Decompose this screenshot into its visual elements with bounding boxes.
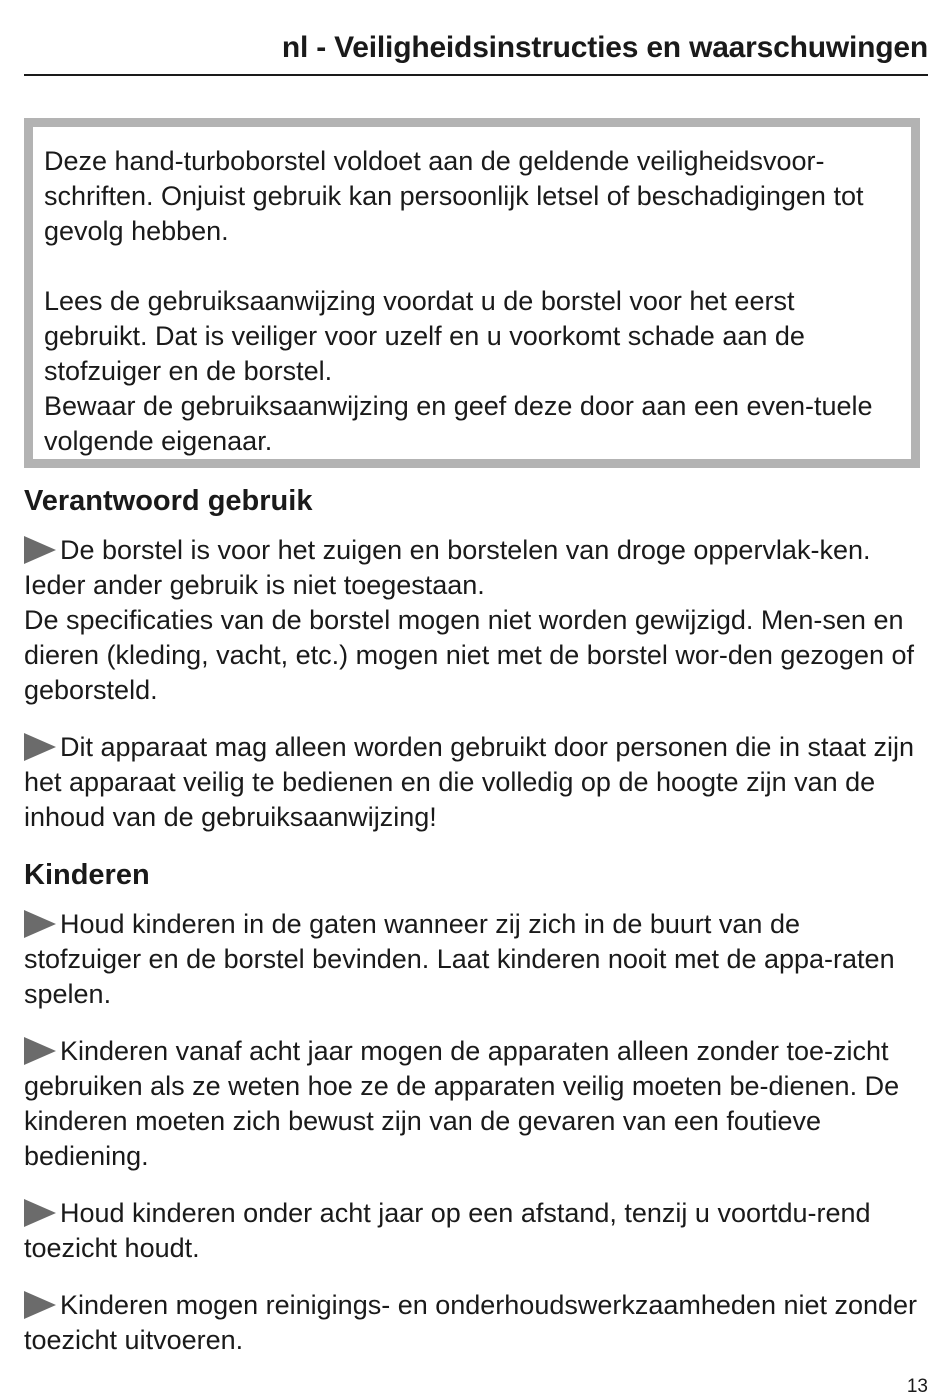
instruction-item: [24, 907, 924, 1012]
main-content: [24, 483, 924, 1380]
page-number: 13: [906, 1376, 928, 1397]
section-children: [24, 857, 924, 1358]
instruction-text-block: [24, 730, 924, 835]
section-title: Verantwoord gebruik: [24, 485, 313, 517]
arrow-right-icon: [24, 733, 56, 761]
instruction-text-block: [24, 907, 924, 1012]
arrow-right-icon: [24, 1037, 56, 1065]
instruction-text-block: [24, 1034, 924, 1174]
instruction-text: Houd kinderen in de gaten wanneer zij zich in de buurt van de stofzuiger en de borstel bevinden. Laat kinderen nooit met de appa-raten spelen.: [24, 909, 895, 1009]
instruction-item: [24, 1196, 924, 1266]
safety-notice-box: [24, 118, 920, 468]
section-responsible-use: [24, 483, 924, 835]
instruction-text: Kinderen mogen reinigings- en onderhoudswerkzaamheden niet zonder toezicht uitvoeren.: [24, 1290, 918, 1355]
notice-paragraph: Deze hand-turboborstel voldoet aan de geldende veiligheidsvoor-schriften. Onjuist gebruik kan persoonlijk letsel of beschadigingen tot gevolg hebben.: [44, 146, 864, 246]
notice-paragraph: Lees de gebruiksaanwijzing voordat u de borstel voor het eerst gebruikt. Dat is veiliger voor uzelf en u voorkomt schade aan de stofzuiger en de borstel.: [44, 286, 805, 386]
instruction-text: Houd kinderen onder acht jaar op een afstand, tenzij u voortdu-rend toezicht houdt.: [24, 1198, 871, 1263]
instruction-text: De specificaties van de borstel mogen niet worden gewijzigd. Men-sen en dieren (kleding, vacht, etc.) mogen niet met de borstel wor-den gezogen of geborsteld.: [24, 605, 914, 705]
instruction-item: [24, 730, 924, 835]
instruction-text-block: [24, 1288, 924, 1358]
arrow-right-icon: [24, 1291, 56, 1319]
notice-paragraph: Bewaar de gebruiksaanwijzing en geef deze door aan een even-tuele volgende eigenaar.: [44, 391, 873, 456]
arrow-right-icon: [24, 1199, 56, 1227]
instruction-text: De borstel is voor het zuigen en borstelen van droge oppervlak-ken. Ieder ander gebruik is niet toegestaan.: [24, 535, 871, 600]
instruction-item: [24, 1034, 924, 1174]
instruction-item: [24, 1288, 924, 1358]
arrow-right-icon: [24, 910, 56, 938]
instruction-text-block: [24, 1196, 924, 1266]
instruction-text: Kinderen vanaf acht jaar mogen de apparaten alleen zonder toe-zicht gebruiken als ze weten hoe ze de apparaten veilig moeten be-dienen. De kinderen moeten zich bewust zijn van de gevaren van een foutieve bediening.: [24, 1036, 900, 1171]
instruction-text-block: [24, 533, 924, 603]
page-title: nl - Veiligheidsinstructies en waarschuwingen: [281, 31, 928, 64]
arrow-right-icon: [24, 536, 56, 564]
instruction-item: [24, 533, 924, 708]
section-title: Kinderen: [24, 859, 150, 891]
page-header: [24, 28, 928, 76]
instruction-text: Dit apparaat mag alleen worden gebruikt door personen die in staat zijn het apparaat veilig te bedienen en die volledig op de hoogte zijn van de inhoud van de gebruiksaanwijzing!: [24, 732, 915, 832]
